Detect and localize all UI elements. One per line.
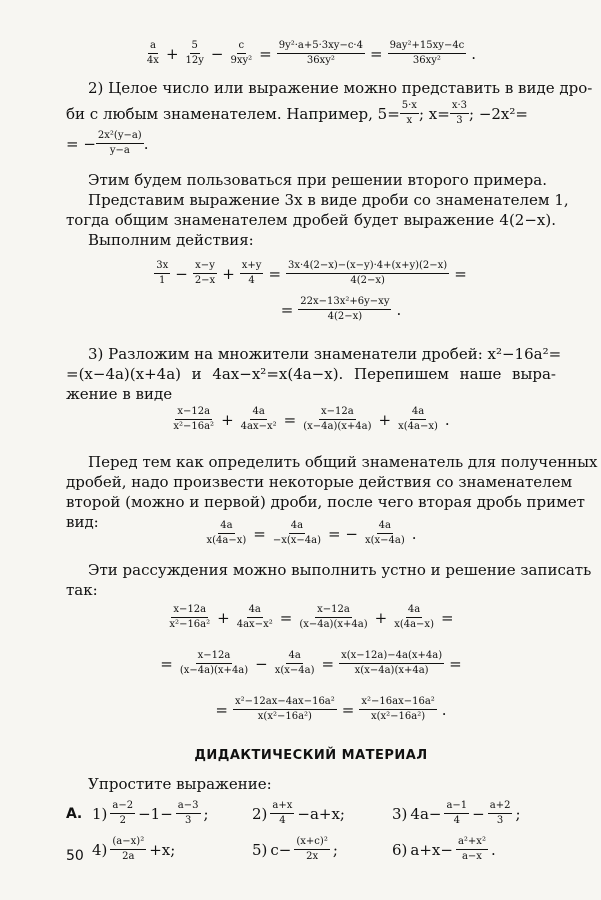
exercise-row-a: А. 1) $\frac{a-2}{2}$ −1− $\frac{a-3}{3}$ ; 2) $\frac{a+x}{4}$ −a+x; 3) 4a− $\frac{a-1}{4}$ − $\frac{a+2}{3}$ ; — [66, 800, 521, 826]
equation-top: $\frac{a}{4x}$ + $\frac{5}{12y}$ − $\frac{c}{\text{9xy²}}$ = $\frac{\text{9y²·a+5·3xy−c·4}}{\text{36xy²}}$ = $\frac{\text{9ay²+15xy−4c}}{\text{36xy²}}$ . — [146, 40, 477, 66]
equation-2b: = $\frac{\text{22x−13x²+6y−xy}}{4(2-x)}$ . — [280, 296, 402, 322]
exercise-row-b — [66, 836, 556, 863]
text-line: Эти рассуждения можно выполнить устно и решение записать — [88, 561, 592, 579]
fraction: $\frac{5}{12y}$ — [185, 40, 204, 66]
text-line: Перед тем как определить общий знаменатель для полученных — [88, 453, 598, 471]
text-line: так: — [66, 581, 98, 599]
text-line: Представим выражение 3x в виде дроби со знаменателем 1, — [88, 191, 569, 209]
exercise-item: 6) a+x− $\frac{\text{a²+x²}}{a-x}$ . — [392, 836, 496, 862]
page-number: 50 — [66, 848, 84, 864]
text-line: = − $\frac{\text{2x²(y−a)}}{y-a}$ . — [66, 130, 149, 156]
text-line: 3) Разложим на множители знаменатели дробей: x²−16a²= — [88, 345, 562, 363]
exercise-item: 3) 4a− $\frac{a-1}{4}$ − $\frac{a+2}{3}$ ; — [392, 800, 521, 826]
text-line: тогда общим знаменателем дробей будет выражение 4(2−x). — [66, 211, 556, 229]
equation-4: $\frac{4a}{x(4a-x)}$ = $\frac{4a}{-x(x-4a)}$ = − $\frac{4a}{x(x-4a)}$ . — [206, 520, 417, 546]
text-line: би с любым знаменателем. Например, 5= $\frac{5\cdot x}{x}$ ; x= $\frac{x\cdot 3}{3}$ ; −2x²= — [66, 100, 528, 126]
equation-3: $\frac{x-12a}{\text{x²−16a²}}$ + $\frac{4a}{\text{4ax−x²}}$ = $\frac{x-12a}{(x-4a)(x+4a)}$ + $\frac{4a}{x(4a-x)}$ . — [173, 406, 450, 432]
section-heading: ДИДАКТИЧЕСКИЙ МАТЕРИАЛ — [194, 748, 428, 763]
fraction: $\frac{a}{4x}$ — [146, 40, 159, 66]
equation-6: = $\frac{x-12a}{(x-4a)(x+4a)}$ − $\frac{4a}{x(x-4a)}$ = $\frac{x(x-12a)-4a(x+4a)}{x(x-4a)(x+4a)}$ = — [160, 650, 462, 676]
exercise-item: 4) $\frac{\text{(a−x)²}}{2a}$ +x; — [92, 836, 176, 862]
text-line: вид: — [66, 513, 99, 531]
task-text: Упростите выражение: — [88, 775, 272, 793]
text-line: =(x−4a)(x+4a) и 4ax−x²=x(4a−x). Перепишем наше выра- — [66, 365, 556, 383]
text-line: жение в виде — [66, 385, 173, 403]
exercise-item: 2) $\frac{a+x}{4}$ −a+x; — [252, 800, 345, 826]
equation-5: $\frac{x-12a}{\text{x²−16a²}}$ + $\frac{4a}{\text{4ax−x²}}$ = $\frac{x-12a}{(x-4a)(x+4a)}$ + $\frac{4a}{x(4a-x)}$ = — [169, 604, 454, 630]
equation-7: = $\frac{\text{x²−12ax−4ax−16a²}}{\text{x(x²−16a²)}}$ = $\frac{\text{x²−16ax−16a²}}{\text{x(x²−16a²)}}$ . — [215, 696, 447, 722]
fraction: $\frac{\text{9y²·a+5·3xy−c·4}}{\text{36xy²}}$ — [278, 40, 363, 66]
fraction: $\frac{\text{9ay²+15xy−4c}}{\text{36xy²}}$ — [389, 40, 465, 66]
text-line: 2) Целое число или выражение можно представить в виде дро- — [88, 79, 593, 97]
equation-2: $\frac{3x}{1}$ − $\frac{x-y}{2-x}$ + $\frac{x+y}{4}$ = $\frac{3x\cdot 4(2-x)-(x-y)\cdot 4+(x+y)(2-x)}{4(2-x)}$ = — [156, 260, 467, 286]
text-line: Выполним действия: — [88, 231, 254, 249]
text-line: дробей, надо произвести некоторые действия со знаменателем — [66, 473, 573, 491]
text-line: Этим будем пользоваться при решении второго примера. — [88, 171, 547, 189]
exercise-item: 1) $\frac{a-2}{2}$ −1− $\frac{a-3}{3}$ ; — [92, 800, 209, 826]
fraction: $\frac{c}{\text{9xy²}}$ — [230, 40, 253, 66]
exercise-item: 5) c− $\frac{\text{(x+c)²}}{2x}$ ; — [252, 836, 338, 862]
text-line: второй (можно и первой) дроби, после чего вторая дробь примет — [66, 493, 585, 511]
